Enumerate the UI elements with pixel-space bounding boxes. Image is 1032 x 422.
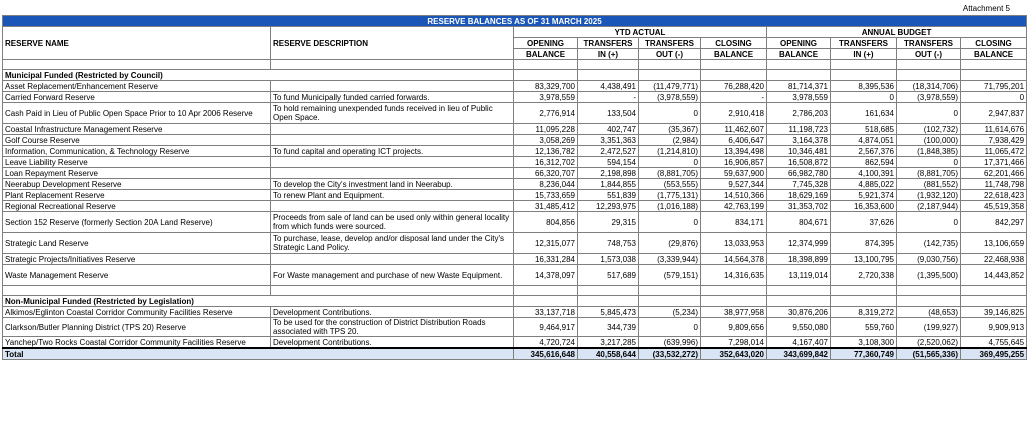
reserve-description-cell: To renew Plant and Equipment. bbox=[271, 190, 514, 201]
ytd-opening-cell: 33,137,718 bbox=[514, 307, 578, 318]
col-header-ytd-transfers-in: TRANSFERS bbox=[578, 38, 639, 49]
ytd-opening-cell: 3,978,559 bbox=[514, 92, 578, 103]
budget-transfers-out-cell: (8,881,705) bbox=[897, 168, 961, 179]
empty-cell bbox=[831, 296, 897, 307]
empty-cell bbox=[897, 60, 961, 70]
budget-closing-cell: 9,909,913 bbox=[961, 318, 1027, 337]
budget-closing-cell: 11,065,472 bbox=[961, 146, 1027, 157]
ytd-transfers-in-cell: 594,154 bbox=[578, 157, 639, 168]
budget-transfers-in-cell: 2,720,338 bbox=[831, 265, 897, 286]
total-budget-opening-cell: 343,699,842 bbox=[767, 348, 831, 360]
budget-transfers-out-cell: (1,395,500) bbox=[897, 265, 961, 286]
reserve-description-cell: To purchase, lease, develop and/or disposal land under the City's Strategic Land Policy. bbox=[271, 233, 514, 254]
ytd-transfers-out-cell: (553,555) bbox=[639, 179, 701, 190]
empty-cell bbox=[961, 60, 1027, 70]
budget-transfers-out-cell: (1,848,385) bbox=[897, 146, 961, 157]
budget-transfers-out-cell: (142,735) bbox=[897, 233, 961, 254]
budget-opening-cell: 3,164,378 bbox=[767, 135, 831, 146]
ytd-closing-cell: 9,809,656 bbox=[701, 318, 767, 337]
budget-opening-cell: 18,629,169 bbox=[767, 190, 831, 201]
budget-opening-cell: 11,198,723 bbox=[767, 124, 831, 135]
empty-cell bbox=[831, 70, 897, 81]
budget-transfers-in-cell: 874,395 bbox=[831, 233, 897, 254]
reserve-name-cell: Loan Repayment Reserve bbox=[3, 168, 271, 179]
ytd-transfers-out-cell: (1,775,131) bbox=[639, 190, 701, 201]
ytd-transfers-in-cell: 3,217,285 bbox=[578, 337, 639, 349]
reserve-description-cell bbox=[271, 254, 514, 265]
budget-transfers-in-cell: 8,319,272 bbox=[831, 307, 897, 318]
budget-transfers-in-cell: 862,594 bbox=[831, 157, 897, 168]
budget-transfers-in-cell: 4,885,022 bbox=[831, 179, 897, 190]
budget-opening-cell: 3,978,559 bbox=[767, 92, 831, 103]
ytd-opening-cell: 16,312,702 bbox=[514, 157, 578, 168]
table-title: RESERVE BALANCES AS OF 31 MARCH 2025 bbox=[3, 16, 1027, 27]
ytd-opening-cell: 83,329,700 bbox=[514, 81, 578, 92]
budget-opening-cell: 16,508,872 bbox=[767, 157, 831, 168]
ytd-opening-cell: 66,320,707 bbox=[514, 168, 578, 179]
budget-closing-cell: 39,146,825 bbox=[961, 307, 1027, 318]
ytd-closing-cell: 16,906,857 bbox=[701, 157, 767, 168]
budget-closing-cell: 17,371,466 bbox=[961, 157, 1027, 168]
budget-opening-cell: 2,786,203 bbox=[767, 103, 831, 124]
ytd-transfers-in-cell: 3,351,363 bbox=[578, 135, 639, 146]
table-row bbox=[3, 265, 1027, 286]
empty-cell bbox=[701, 70, 767, 81]
reserve-description-cell: Proceeds from sale of land can be used only within general locality from which funds were sourced. bbox=[271, 212, 514, 233]
empty-cell bbox=[3, 60, 271, 70]
budget-opening-cell: 66,982,780 bbox=[767, 168, 831, 179]
table-row bbox=[3, 201, 1027, 212]
col-header-ytd-transfers-in-2: IN (+) bbox=[578, 49, 639, 60]
ytd-transfers-in-cell: 748,753 bbox=[578, 233, 639, 254]
empty-cell bbox=[701, 60, 767, 70]
empty-cell bbox=[961, 286, 1027, 296]
ytd-transfers-out-cell: (11,479,771) bbox=[639, 81, 701, 92]
ytd-closing-cell: 7,298,014 bbox=[701, 337, 767, 349]
empty-cell bbox=[831, 60, 897, 70]
reserve-name-cell: Yanchep/Two Rocks Coastal Corridor Community Facilities Reserve bbox=[3, 337, 271, 349]
budget-transfers-out-cell: (1,932,120) bbox=[897, 190, 961, 201]
ytd-transfers-out-cell: (5,234) bbox=[639, 307, 701, 318]
budget-transfers-in-cell: 5,921,374 bbox=[831, 190, 897, 201]
table-row bbox=[3, 337, 1027, 349]
budget-transfers-out-cell: (2,187,944) bbox=[897, 201, 961, 212]
budget-transfers-in-cell: 4,100,391 bbox=[831, 168, 897, 179]
ytd-opening-cell: 4,720,724 bbox=[514, 337, 578, 349]
table-row bbox=[3, 103, 1027, 124]
empty-cell bbox=[701, 296, 767, 307]
reserve-name-cell: Waste Management Reserve bbox=[3, 265, 271, 286]
col-header-ytd-transfers-out-2: OUT (-) bbox=[639, 49, 701, 60]
reserve-name-cell: Carried Forward Reserve bbox=[3, 92, 271, 103]
total-label: Total bbox=[3, 348, 514, 360]
table-row bbox=[3, 212, 1027, 233]
header-row-groups bbox=[3, 27, 1027, 38]
total-budget-transfers-in-cell: 77,360,749 bbox=[831, 348, 897, 360]
budget-opening-cell: 12,374,999 bbox=[767, 233, 831, 254]
total-budget-closing-cell: 369,495,255 bbox=[961, 348, 1027, 360]
ytd-closing-cell: 13,394,498 bbox=[701, 146, 767, 157]
budget-closing-cell: 14,443,852 bbox=[961, 265, 1027, 286]
ytd-transfers-out-cell: 0 bbox=[639, 318, 701, 337]
reserve-description-cell: To develop the City's investment land in Neerabup. bbox=[271, 179, 514, 190]
budget-opening-cell: 81,714,371 bbox=[767, 81, 831, 92]
budget-opening-cell: 30,876,206 bbox=[767, 307, 831, 318]
table-row bbox=[3, 233, 1027, 254]
col-header-budget-opening: OPENING bbox=[767, 38, 831, 49]
empty-cell bbox=[271, 60, 514, 70]
budget-closing-cell: 2,947,837 bbox=[961, 103, 1027, 124]
reserve-name-cell: Information, Communication, & Technology Reserve bbox=[3, 146, 271, 157]
reserve-description-cell bbox=[271, 157, 514, 168]
budget-opening-cell: 31,353,702 bbox=[767, 201, 831, 212]
reserve-description-cell bbox=[271, 168, 514, 179]
empty-cell bbox=[639, 286, 701, 296]
ytd-closing-cell: 14,564,378 bbox=[701, 254, 767, 265]
empty-cell bbox=[639, 70, 701, 81]
empty-cell bbox=[767, 286, 831, 296]
budget-transfers-in-cell: 4,874,051 bbox=[831, 135, 897, 146]
reserve-description-cell bbox=[271, 81, 514, 92]
spacer-row bbox=[3, 60, 1027, 70]
empty-cell bbox=[639, 60, 701, 70]
ytd-transfers-out-cell: (2,984) bbox=[639, 135, 701, 146]
ytd-closing-cell: 38,977,958 bbox=[701, 307, 767, 318]
empty-cell bbox=[578, 60, 639, 70]
table-row bbox=[3, 254, 1027, 265]
table-row bbox=[3, 168, 1027, 179]
budget-transfers-in-cell: 2,567,376 bbox=[831, 146, 897, 157]
budget-transfers-out-cell: (2,520,062) bbox=[897, 337, 961, 349]
empty-cell bbox=[578, 70, 639, 81]
empty-cell bbox=[961, 296, 1027, 307]
table-row bbox=[3, 179, 1027, 190]
budget-closing-cell: 22,618,423 bbox=[961, 190, 1027, 201]
ytd-closing-cell: - bbox=[701, 92, 767, 103]
ytd-transfers-out-cell: (3,978,559) bbox=[639, 92, 701, 103]
reserve-name-cell: Regional Recreational Reserve bbox=[3, 201, 271, 212]
table-row bbox=[3, 124, 1027, 135]
empty-cell bbox=[897, 296, 961, 307]
reserve-name-cell: Golf Course Reserve bbox=[3, 135, 271, 146]
ytd-transfers-in-cell: 1,844,855 bbox=[578, 179, 639, 190]
total-ytd-closing-cell: 352,643,020 bbox=[701, 348, 767, 360]
col-header-budget-transfers-in: TRANSFERS bbox=[831, 38, 897, 49]
budget-closing-cell: 7,938,429 bbox=[961, 135, 1027, 146]
ytd-transfers-out-cell: (8,881,705) bbox=[639, 168, 701, 179]
reserve-name-cell: Strategic Land Reserve bbox=[3, 233, 271, 254]
budget-closing-cell: 11,614,676 bbox=[961, 124, 1027, 135]
col-header-budget-transfers-in-2: IN (+) bbox=[831, 49, 897, 60]
ytd-opening-cell: 12,136,782 bbox=[514, 146, 578, 157]
ytd-opening-cell: 16,331,284 bbox=[514, 254, 578, 265]
ytd-closing-cell: 9,527,344 bbox=[701, 179, 767, 190]
reserve-name-cell: Leave Liability Reserve bbox=[3, 157, 271, 168]
ytd-closing-cell: 14,316,635 bbox=[701, 265, 767, 286]
attachment-label: Attachment 5 bbox=[962, 4, 1010, 13]
budget-opening-cell: 7,745,328 bbox=[767, 179, 831, 190]
reserve-name-cell: Plant Replacement Reserve bbox=[3, 190, 271, 201]
section-title: Municipal Funded (Restricted by Council) bbox=[3, 70, 514, 81]
budget-transfers-in-cell: 161,634 bbox=[831, 103, 897, 124]
budget-transfers-in-cell: 37,626 bbox=[831, 212, 897, 233]
ytd-closing-cell: 42,763,199 bbox=[701, 201, 767, 212]
ytd-transfers-out-cell: (639,996) bbox=[639, 337, 701, 349]
budget-transfers-out-cell: (881,552) bbox=[897, 179, 961, 190]
budget-opening-cell: 4,167,407 bbox=[767, 337, 831, 349]
budget-transfers-in-cell: 3,108,300 bbox=[831, 337, 897, 349]
budget-transfers-in-cell: 13,100,795 bbox=[831, 254, 897, 265]
reserve-name-cell: Strategic Projects/Initiatives Reserve bbox=[3, 254, 271, 265]
budget-closing-cell: 45,519,358 bbox=[961, 201, 1027, 212]
reserve-description-cell: Development Contributions. bbox=[271, 337, 514, 349]
col-header-budget-transfers-out: TRANSFERS bbox=[897, 38, 961, 49]
budget-opening-cell: 10,346,481 bbox=[767, 146, 831, 157]
reserve-description-cell: To be used for the construction of District Distribution Roads associated with TPS 20. bbox=[271, 318, 514, 337]
reserve-description-cell bbox=[271, 135, 514, 146]
table-row bbox=[3, 157, 1027, 168]
ytd-transfers-in-cell: 5,845,473 bbox=[578, 307, 639, 318]
table-row bbox=[3, 307, 1027, 318]
col-header-budget-closing: CLOSING bbox=[961, 38, 1027, 49]
budget-closing-cell: 62,201,466 bbox=[961, 168, 1027, 179]
empty-cell bbox=[897, 286, 961, 296]
budget-transfers-out-cell: (100,000) bbox=[897, 135, 961, 146]
ytd-transfers-out-cell: (35,367) bbox=[639, 124, 701, 135]
col-header-reserve-name: RESERVE NAME bbox=[3, 27, 271, 60]
table-row bbox=[3, 81, 1027, 92]
ytd-transfers-in-cell: 2,472,527 bbox=[578, 146, 639, 157]
ytd-closing-cell: 14,510,366 bbox=[701, 190, 767, 201]
ytd-closing-cell: 59,637,900 bbox=[701, 168, 767, 179]
ytd-opening-cell: 31,485,412 bbox=[514, 201, 578, 212]
col-header-ytd-transfers-out: TRANSFERS bbox=[639, 38, 701, 49]
budget-opening-cell: 13,119,014 bbox=[767, 265, 831, 286]
ytd-closing-cell: 6,406,647 bbox=[701, 135, 767, 146]
ytd-transfers-in-cell: 1,573,038 bbox=[578, 254, 639, 265]
ytd-transfers-in-cell: - bbox=[578, 92, 639, 103]
section-header-row bbox=[3, 296, 1027, 307]
ytd-opening-cell: 804,856 bbox=[514, 212, 578, 233]
ytd-transfers-in-cell: 344,739 bbox=[578, 318, 639, 337]
ytd-transfers-in-cell: 551,839 bbox=[578, 190, 639, 201]
table-row bbox=[3, 146, 1027, 157]
reserve-name-cell: Neerabup Development Reserve bbox=[3, 179, 271, 190]
budget-transfers-in-cell: 0 bbox=[831, 92, 897, 103]
table-row bbox=[3, 135, 1027, 146]
ytd-opening-cell: 14,378,097 bbox=[514, 265, 578, 286]
ytd-transfers-out-cell: 0 bbox=[639, 157, 701, 168]
ytd-transfers-in-cell: 402,747 bbox=[578, 124, 639, 135]
reserve-name-cell: Coastal Infrastructure Management Reserve bbox=[3, 124, 271, 135]
col-header-ytd-opening-2: BALANCE bbox=[514, 49, 578, 60]
ytd-opening-cell: 11,095,228 bbox=[514, 124, 578, 135]
budget-transfers-out-cell: (102,732) bbox=[897, 124, 961, 135]
group-header-annual-budget: ANNUAL BUDGET bbox=[767, 27, 1027, 38]
reserve-description-cell: To hold remaining unexpended funds received in lieu of Public Open Space. bbox=[271, 103, 514, 124]
ytd-closing-cell: 76,288,420 bbox=[701, 81, 767, 92]
ytd-opening-cell: 8,236,044 bbox=[514, 179, 578, 190]
col-header-ytd-closing-2: BALANCE bbox=[701, 49, 767, 60]
table-row bbox=[3, 92, 1027, 103]
col-header-budget-transfers-out-2: OUT (-) bbox=[897, 49, 961, 60]
total-ytd-transfers-out-cell: (33,532,272) bbox=[639, 348, 701, 360]
section-header-row bbox=[3, 70, 1027, 81]
group-header-ytd-actual: YTD ACTUAL bbox=[514, 27, 767, 38]
budget-transfers-out-cell: (3,978,559) bbox=[897, 92, 961, 103]
col-header-ytd-opening: OPENING bbox=[514, 38, 578, 49]
ytd-opening-cell: 2,776,914 bbox=[514, 103, 578, 124]
total-ytd-opening-cell: 345,616,648 bbox=[514, 348, 578, 360]
empty-cell bbox=[767, 296, 831, 307]
ytd-opening-cell: 3,058,269 bbox=[514, 135, 578, 146]
empty-cell bbox=[767, 70, 831, 81]
ytd-transfers-in-cell: 133,504 bbox=[578, 103, 639, 124]
budget-closing-cell: 11,748,798 bbox=[961, 179, 1027, 190]
empty-cell bbox=[514, 60, 578, 70]
ytd-transfers-in-cell: 12,293,975 bbox=[578, 201, 639, 212]
budget-closing-cell: 4,755,645 bbox=[961, 337, 1027, 349]
ytd-transfers-in-cell: 2,198,898 bbox=[578, 168, 639, 179]
empty-cell bbox=[3, 286, 271, 296]
empty-cell bbox=[897, 70, 961, 81]
empty-cell bbox=[514, 296, 578, 307]
reserve-description-cell: To fund capital and operating ICT projects. bbox=[271, 146, 514, 157]
col-header-budget-closing-2: BALANCE bbox=[961, 49, 1027, 60]
ytd-closing-cell: 13,033,953 bbox=[701, 233, 767, 254]
budget-closing-cell: 22,468,938 bbox=[961, 254, 1027, 265]
budget-transfers-in-cell: 16,353,600 bbox=[831, 201, 897, 212]
spacer-row bbox=[3, 286, 1027, 296]
budget-closing-cell: 0 bbox=[961, 92, 1027, 103]
empty-cell bbox=[578, 286, 639, 296]
total-ytd-transfers-in-cell: 40,558,644 bbox=[578, 348, 639, 360]
ytd-transfers-in-cell: 4,438,491 bbox=[578, 81, 639, 92]
budget-closing-cell: 71,795,201 bbox=[961, 81, 1027, 92]
ytd-transfers-out-cell: (3,339,944) bbox=[639, 254, 701, 265]
ytd-transfers-out-cell: (29,876) bbox=[639, 233, 701, 254]
ytd-transfers-out-cell: 0 bbox=[639, 103, 701, 124]
reserve-description-cell bbox=[271, 201, 514, 212]
ytd-transfers-out-cell: (1,214,810) bbox=[639, 146, 701, 157]
budget-transfers-out-cell: (9,030,756) bbox=[897, 254, 961, 265]
ytd-transfers-out-cell: 0 bbox=[639, 212, 701, 233]
budget-transfers-out-cell: (48,653) bbox=[897, 307, 961, 318]
budget-transfers-out-cell: 0 bbox=[897, 212, 961, 233]
reserve-name-cell: Asset Replacement/Enhancement Reserve bbox=[3, 81, 271, 92]
reserve-description-cell: To fund Municipally funded carried forwards. bbox=[271, 92, 514, 103]
ytd-closing-cell: 834,171 bbox=[701, 212, 767, 233]
title-row bbox=[3, 16, 1027, 27]
reserve-name-cell: Cash Paid in Lieu of Public Open Space Prior to 10 Apr 2006 Reserve bbox=[3, 103, 271, 124]
ytd-transfers-in-cell: 29,315 bbox=[578, 212, 639, 233]
empty-cell bbox=[767, 60, 831, 70]
total-budget-transfers-out-cell: (51,565,336) bbox=[897, 348, 961, 360]
empty-cell bbox=[271, 286, 514, 296]
col-header-budget-opening-2: BALANCE bbox=[767, 49, 831, 60]
empty-cell bbox=[701, 286, 767, 296]
empty-cell bbox=[831, 286, 897, 296]
ytd-opening-cell: 15,733,659 bbox=[514, 190, 578, 201]
reserve-name-cell: Clarkson/Butler Planning District (TPS 20) Reserve bbox=[3, 318, 271, 337]
reserve-description-cell: Development Contributions. bbox=[271, 307, 514, 318]
table-row bbox=[3, 318, 1027, 337]
reserve-description-cell bbox=[271, 124, 514, 135]
empty-cell bbox=[961, 70, 1027, 81]
empty-cell bbox=[514, 70, 578, 81]
reserve-name-cell: Alkimos/Eglinton Coastal Corridor Community Facilities Reserve bbox=[3, 307, 271, 318]
empty-cell bbox=[639, 296, 701, 307]
budget-transfers-in-cell: 518,685 bbox=[831, 124, 897, 135]
reserve-name-cell: Section 152 Reserve (formerly Section 20A Land Reserve) bbox=[3, 212, 271, 233]
ytd-opening-cell: 12,315,077 bbox=[514, 233, 578, 254]
col-header-ytd-closing: CLOSING bbox=[701, 38, 767, 49]
reserve-description-cell: For Waste management and purchase of new Waste Equipment. bbox=[271, 265, 514, 286]
budget-transfers-out-cell: (199,927) bbox=[897, 318, 961, 337]
ytd-closing-cell: 2,910,418 bbox=[701, 103, 767, 124]
budget-transfers-out-cell: (18,314,706) bbox=[897, 81, 961, 92]
ytd-opening-cell: 9,464,917 bbox=[514, 318, 578, 337]
total-row bbox=[3, 348, 1027, 360]
section-title: Non-Municipal Funded (Restricted by Legislation) bbox=[3, 296, 514, 307]
budget-transfers-in-cell: 559,760 bbox=[831, 318, 897, 337]
budget-opening-cell: 804,671 bbox=[767, 212, 831, 233]
empty-cell bbox=[514, 286, 578, 296]
ytd-transfers-out-cell: (1,016,188) bbox=[639, 201, 701, 212]
budget-opening-cell: 9,550,080 bbox=[767, 318, 831, 337]
empty-cell bbox=[578, 296, 639, 307]
budget-opening-cell: 18,398,899 bbox=[767, 254, 831, 265]
table-row bbox=[3, 190, 1027, 201]
ytd-transfers-out-cell: (579,151) bbox=[639, 265, 701, 286]
budget-transfers-out-cell: 0 bbox=[897, 103, 961, 124]
reserve-balances-table bbox=[2, 15, 1027, 360]
budget-closing-cell: 13,106,659 bbox=[961, 233, 1027, 254]
budget-closing-cell: 842,297 bbox=[961, 212, 1027, 233]
ytd-closing-cell: 11,462,607 bbox=[701, 124, 767, 135]
ytd-transfers-in-cell: 517,689 bbox=[578, 265, 639, 286]
budget-transfers-out-cell: 0 bbox=[897, 157, 961, 168]
col-header-reserve-description: RESERVE DESCRIPTION bbox=[271, 27, 514, 60]
budget-transfers-in-cell: 8,395,536 bbox=[831, 81, 897, 92]
